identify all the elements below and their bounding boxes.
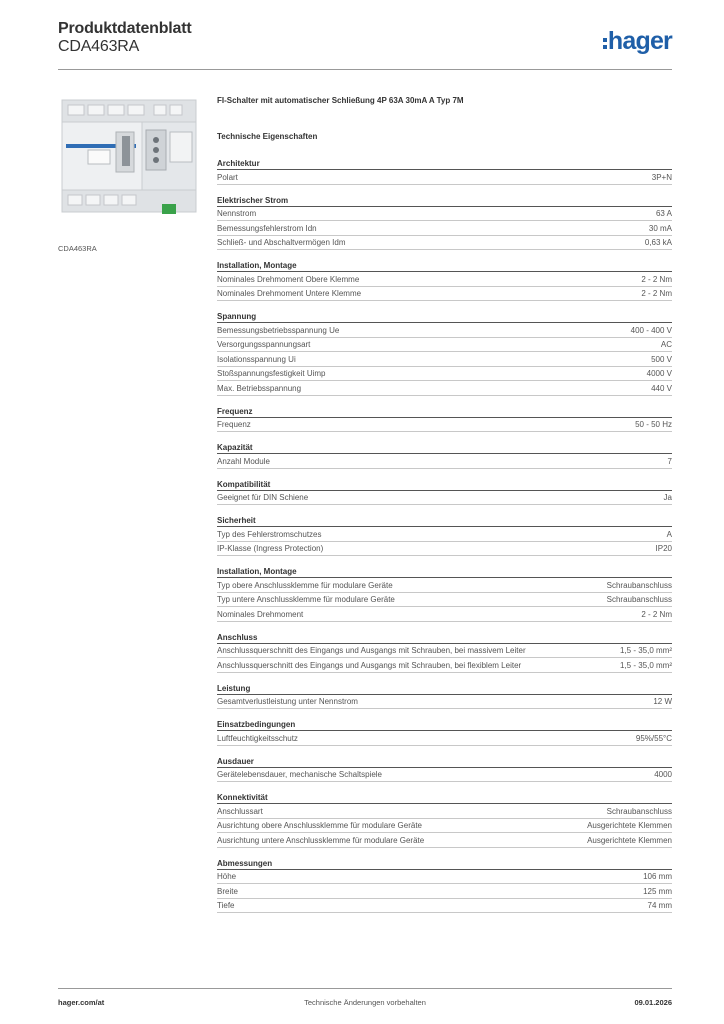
- spec-row: [217, 352, 672, 367]
- spec-label: Isolationsspannung Ui: [217, 354, 296, 364]
- spec-row: [217, 323, 672, 338]
- spec-row: [217, 695, 672, 710]
- spec-label: Typ obere Anschlussklemme für modulare Geräte: [217, 580, 393, 590]
- spec-value: 4000: [654, 770, 672, 779]
- spec-label: Max. Betriebsspannung: [217, 383, 302, 393]
- spec-row: [217, 870, 672, 885]
- spec-section: [217, 478, 672, 506]
- spec-label: Anschlussart: [217, 806, 263, 816]
- spec-row: [217, 367, 672, 382]
- spec-row: [217, 819, 672, 834]
- spec-label: Geeignet für DIN Schiene: [217, 493, 309, 502]
- spec-row: [217, 578, 672, 593]
- logo-text: hager: [607, 26, 672, 55]
- spec-section: [217, 682, 672, 710]
- spec-row: [217, 221, 672, 236]
- spec-row: [217, 491, 672, 506]
- spec-label: Anschlussquerschnitt des Eingangs und Ausgangs mit Schrauben, bei massivem Leiter: [217, 646, 526, 655]
- header-divider: [58, 69, 672, 70]
- page-footer: [58, 998, 672, 1010]
- section-title: Einsatzbedingungen: [217, 718, 672, 731]
- spec-row: [217, 593, 672, 608]
- spec-value: 125 mm: [643, 886, 672, 896]
- section-title: Anschluss: [217, 631, 672, 644]
- spec-row: [217, 207, 672, 222]
- spec-value: Schraubanschluss: [606, 580, 672, 590]
- spec-row: [217, 644, 672, 659]
- spec-label: Nennstrom: [217, 209, 257, 218]
- spec-label: Ausrichtung obere Anschlussklemme für modulare Geräte: [217, 821, 422, 830]
- section-title: Architektur: [217, 157, 672, 170]
- footer-divider: [58, 988, 672, 989]
- spec-row: [217, 804, 672, 819]
- spec-row: [217, 607, 672, 622]
- spec-label: Nominales Drehmoment Untere Klemme: [217, 289, 362, 298]
- spec-value: 440 V: [651, 383, 672, 393]
- spec-section: [217, 514, 672, 556]
- footer-disclaimer: Technische Änderungen vorbehalten: [304, 998, 426, 1007]
- spec-label: Breite: [217, 886, 238, 896]
- spec-row: [217, 899, 672, 914]
- spec-value: 0,63 kA: [644, 238, 672, 247]
- spec-label: Schließ- und Abschaltvermögen Idm: [217, 238, 346, 247]
- spec-value: 63 A: [655, 209, 672, 218]
- spec-value: Schraubanschluss: [606, 595, 672, 604]
- spec-section: [217, 441, 672, 469]
- document-title: Produktdatenblatt: [58, 20, 192, 37]
- spec-section: [217, 755, 672, 783]
- spec-value: Ja: [663, 493, 672, 502]
- spec-value: 2 - 2 Nm: [641, 289, 672, 298]
- spec-value: 4000 V: [646, 369, 672, 378]
- spec-label: Polart: [217, 172, 238, 182]
- main-content: [217, 96, 672, 922]
- spec-row: [217, 731, 672, 746]
- spec-row: [217, 170, 672, 185]
- footer-date: 09.01.2026: [634, 998, 672, 1007]
- spec-value: 3P+N: [651, 172, 672, 182]
- spec-label: Versorgungsspannungsart: [217, 340, 311, 349]
- spec-row: [217, 272, 672, 287]
- spec-value: 106 mm: [643, 872, 672, 881]
- spec-row: [217, 418, 672, 433]
- spec-row: [217, 833, 672, 848]
- product-image: [58, 92, 200, 234]
- spec-label: Anzahl Module: [217, 456, 270, 466]
- spec-value: 50 - 50 Hz: [635, 420, 672, 429]
- spec-label: Frequenz: [217, 420, 251, 429]
- spec-value: Schraubanschluss: [606, 806, 672, 816]
- spec-row: [217, 338, 672, 353]
- spec-value: 400 - 400 V: [630, 325, 672, 335]
- spec-section: [217, 565, 672, 622]
- spec-label: Gerätelebensdauer, mechanische Schaltspiele: [217, 770, 382, 779]
- spec-value: 12 W: [653, 697, 672, 706]
- spec-value: Ausgerichtete Klemmen: [587, 835, 672, 845]
- section-title: Leistung: [217, 682, 672, 695]
- spec-row: [217, 884, 672, 899]
- spec-row: [217, 236, 672, 251]
- technical-properties-heading: Technische Eigenschaften: [217, 132, 318, 141]
- spec-label: Ausrichtung untere Anschlussklemme für modulare Geräte: [217, 835, 425, 845]
- spec-sections: [217, 157, 672, 913]
- spec-value: Ausgerichtete Klemmen: [587, 821, 672, 830]
- spec-label: Typ untere Anschlussklemme für modulare Geräte: [217, 595, 395, 604]
- spec-section: [217, 857, 672, 914]
- section-title: Frequenz: [217, 405, 672, 418]
- spec-label: Nominales Drehmoment Obere Klemme: [217, 274, 360, 284]
- spec-row: [217, 381, 672, 396]
- spec-row: [217, 287, 672, 302]
- logo-colon-icon: [603, 38, 607, 49]
- spec-label: Bemessungsfehlerstrom Idn: [217, 223, 317, 233]
- page-header: [58, 20, 672, 66]
- spec-section: [217, 791, 672, 848]
- spec-section: [217, 718, 672, 746]
- section-title: Abmessungen: [217, 857, 672, 870]
- spec-value: 30 mA: [648, 223, 672, 233]
- spec-label: Stoßspannungsfestigkeit Uimp: [217, 369, 326, 378]
- section-title: Installation, Montage: [217, 565, 672, 578]
- spec-section: [217, 405, 672, 433]
- section-title: Spannung: [217, 310, 672, 323]
- spec-section: [217, 157, 672, 185]
- section-title: Kapazität: [217, 441, 672, 454]
- section-title: Sicherheit: [217, 514, 672, 527]
- section-title: Elektrischer Strom: [217, 194, 672, 207]
- footer-website: hager.com/at: [58, 998, 105, 1007]
- spec-row: [217, 658, 672, 673]
- hager-logo: [603, 28, 672, 54]
- product-description: FI-Schalter mit automatischer Schließung 4P 63A 30mA A Typ 7M: [217, 96, 464, 105]
- spec-row: [217, 542, 672, 557]
- spec-value: 2 - 2 Nm: [641, 609, 672, 619]
- spec-value: AC: [660, 340, 672, 349]
- spec-label: Typ des Fehlerstromschutzes: [217, 529, 322, 539]
- section-title: Installation, Montage: [217, 259, 672, 272]
- spec-value: IP20: [655, 544, 672, 553]
- spec-value: 74 mm: [647, 901, 672, 910]
- spec-label: Nominales Drehmoment: [217, 609, 304, 619]
- spec-value: 500 V: [651, 354, 672, 364]
- spec-label: Bemessungsbetriebsspannung Ue: [217, 325, 340, 335]
- spec-row: [217, 454, 672, 469]
- product-image-caption: CDA463RA: [58, 244, 97, 253]
- spec-value: 1,5 - 35,0 mm²: [619, 660, 672, 670]
- spec-section: [217, 631, 672, 673]
- spec-row: [217, 768, 672, 783]
- spec-section: [217, 194, 672, 251]
- spec-value: A: [666, 529, 672, 539]
- section-title: Konnektivität: [217, 791, 672, 804]
- spec-value: 1,5 - 35,0 mm²: [619, 646, 672, 655]
- section-title: Ausdauer: [217, 755, 672, 768]
- spec-value: 95%/55°C: [635, 733, 672, 743]
- spec-label: IP-Klasse (Ingress Protection): [217, 544, 324, 553]
- spec-label: Tiefe: [217, 901, 235, 910]
- spec-label: Gesamtverlustleistung unter Nennstrom: [217, 697, 358, 706]
- section-title: Kompatibilität: [217, 478, 672, 491]
- spec-value: 2 - 2 Nm: [641, 274, 672, 284]
- product-code: CDA463RA: [58, 38, 140, 55]
- spec-label: Luftfeuchtigkeitsschutz: [217, 733, 298, 743]
- spec-section: [217, 310, 672, 396]
- spec-section: [217, 259, 672, 301]
- spec-label: Anschlussquerschnitt des Eingangs und Ausgangs mit Schrauben, bei flexiblem Leiter: [217, 660, 522, 670]
- spec-row: [217, 527, 672, 542]
- spec-value: 7: [667, 456, 672, 466]
- spec-label: Höhe: [217, 872, 237, 881]
